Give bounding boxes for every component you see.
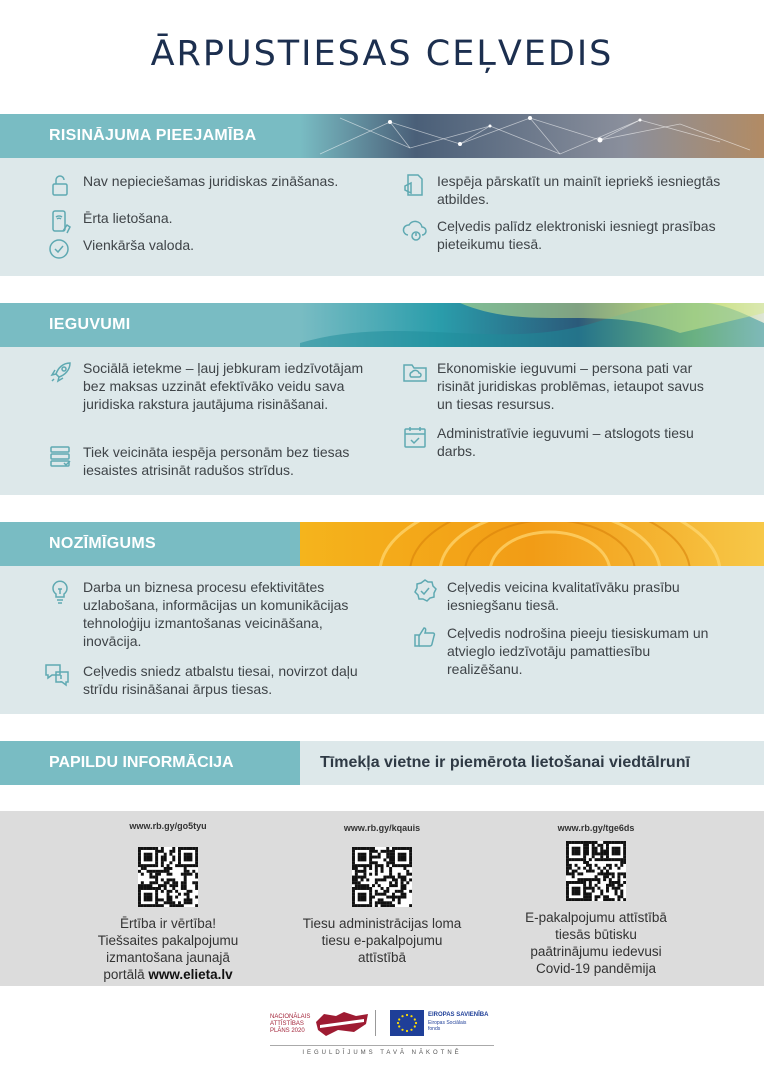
list-item [48, 578, 378, 650]
logo-divider [375, 1010, 376, 1036]
nap-line: PLĀNS 2020 [270, 1028, 305, 1034]
server-check-icon [48, 443, 74, 469]
list-item [402, 172, 722, 208]
qr-url: www.rb.gy/tge6ds [557, 823, 635, 833]
eu-sub-line: fonds [428, 1026, 441, 1032]
list-item [402, 217, 722, 253]
info-heading-bar [0, 741, 300, 785]
footer-slogan: IEGULDĪJUMS TAVĀ NĀKOTNĒ [302, 1050, 462, 1056]
abstract-waves-banner-image [300, 303, 764, 347]
qr-caption-line: tiesu e-pakalpojumu [321, 933, 443, 948]
document-edit-icon [402, 172, 428, 198]
qr-code-image[interactable] [352, 847, 412, 907]
badge-check-icon [412, 578, 438, 604]
info-note: Tīmekļa vietne ir piemērota lietošanai viedtālrunī [320, 754, 690, 771]
item-text: Ceļvedis nodrošina pieeju tiesiskumam un atvieglo iedzīvotāju pamattiesību realizēšanu. [447, 625, 709, 677]
eu-flag-icon [390, 1010, 424, 1036]
qr-caption-line: Tiesu administrācijas loma [302, 916, 462, 931]
item-text: Tiek veicināta iespēja personām bez tiesas iesaistes atrisināt radušos strīdus. [83, 444, 350, 478]
rocket-icon [48, 359, 74, 385]
golden-rings-banner-image [300, 522, 764, 566]
nap-logo-text [270, 1014, 310, 1035]
qr-caption [496, 909, 696, 977]
nap-line: NACIONĀLAIS [270, 1014, 311, 1020]
qr-caption [282, 915, 482, 966]
list-item [48, 359, 378, 413]
qr-caption-line: attīstībā [357, 950, 407, 965]
qr-pattern [566, 841, 626, 901]
qr-caption-line [68, 966, 268, 983]
smartphone-icon [48, 209, 74, 235]
nap-line: ATTĪSTĪBAS [270, 1021, 304, 1027]
list-item [48, 443, 378, 479]
qr-pattern [352, 847, 412, 907]
info-heading: PAPILDU INFORMĀCIJA [49, 754, 234, 771]
eu-title: EIROPAS SAVIENĪBA [428, 1012, 489, 1018]
section-heading: RISINĀJUMA PIEEJAMĪBA [49, 127, 257, 144]
section-header-accessibility [0, 114, 764, 158]
unlock-icon [48, 172, 74, 198]
list-item [48, 172, 348, 198]
item-text: Nav nepieciešamas juridiskas zināšanas. [83, 173, 339, 189]
chat-question-icon [40, 662, 74, 688]
qr-caption-line: Covid-19 pandēmija [535, 961, 657, 976]
title-before: ĀRPUSTIESAS [150, 34, 426, 74]
section-heading: NOZĪMĪGUMS [49, 535, 156, 552]
qr-code-image[interactable] [138, 847, 198, 907]
info-note-bar [300, 741, 764, 785]
page-title [0, 34, 764, 74]
section-header-benefits [0, 303, 764, 347]
list-item [412, 624, 727, 678]
folder-cloud-icon [402, 359, 428, 385]
list-item [412, 578, 727, 614]
section-heading: IEGUVUMI [49, 316, 131, 333]
qr-caption-line: paātrinājumu iedevusi [530, 944, 662, 959]
eu-sub-line: Eiropas Sociālais [428, 1020, 467, 1026]
qr-url: www.rb.gy/go5tyu [129, 821, 207, 831]
footer-logos [270, 1008, 494, 1068]
qr-column [68, 811, 268, 983]
item-text: Ērta lietošana. [83, 210, 173, 226]
qr-column [282, 811, 482, 966]
list-item [48, 209, 348, 235]
qr-caption-line: Ērtība ir vērtība! [119, 916, 217, 931]
item-text: Vienkārša valoda. [83, 237, 195, 253]
network-banner-image [300, 114, 764, 158]
footer-rule [270, 1045, 494, 1046]
qr-caption-line: E-pakalpojumu attīstībā [525, 910, 667, 925]
item-text: Ceļvedis palīdz elektroniski iesniegt prasības pieteikumu tiesā. [437, 218, 716, 252]
section-body-benefits [0, 347, 764, 495]
item-text: Ceļvedis sniedz atbalstu tiesai, novirzot daļu strīdu risināšanai ārpus tiesas. [83, 663, 358, 697]
qr-caption [68, 915, 268, 983]
item-text: Sociālā ietekme – ļauj jebkuram iedzīvotājam bez maksas uzzināt efektīvāko veidu sava juridiska rakstura jautājuma risināšanai. [83, 360, 364, 412]
item-text: Administratīvie ieguvumi – atslogots tiesu darbs. [437, 425, 694, 459]
cloud-upload-icon [402, 217, 428, 243]
qr-section [0, 811, 764, 986]
item-text: Ceļvedis veicina kvalitatīvāku prasību iesniegšanu tiesā. [447, 579, 680, 613]
qr-caption-prefix: portālā [103, 967, 149, 982]
qr-column [496, 811, 696, 977]
section-header-significance [0, 522, 764, 566]
check-circle-icon [48, 236, 74, 262]
section-body-accessibility [0, 158, 764, 276]
qr-caption-line: Tiešsaites pakalpojumu [97, 933, 239, 948]
section-body-significance [0, 566, 764, 714]
list-item [48, 236, 348, 262]
list-item [402, 359, 722, 413]
qr-caption-line: tiesās būtisku [555, 927, 637, 942]
calendar-check-icon [402, 424, 428, 450]
qr-code-image[interactable] [566, 841, 626, 901]
latvia-map-logo [314, 1010, 370, 1038]
thumbs-up-icon [412, 624, 438, 650]
item-text: Iespēja pārskatīt un mainīt iepriekš iesniegtās atbildes. [437, 173, 721, 207]
title-after: EĻVEDIS [452, 34, 614, 74]
list-item [40, 662, 378, 698]
qr-url: www.rb.gy/kqauis [343, 823, 421, 833]
qr-caption-line: izmantošana jaunajā [106, 950, 230, 965]
title-c-letter: C [425, 34, 453, 74]
title-c [426, 34, 452, 74]
eu-subtitle [428, 1020, 466, 1032]
elieta-link[interactable]: www.elieta.lv [148, 967, 233, 982]
item-text: Ekonomiskie ieguvumi – persona pati var risināt juridiskas problēmas, ietaupot savus un tiesas resursus. [437, 360, 704, 412]
item-text: Darba un biznesa procesu efektivitātes uzlabošana, informācijas un komunikācijas tehnoloģiju izmantošanas veicināšana, inovācija. [83, 579, 349, 649]
qr-pattern [138, 847, 198, 907]
list-item [402, 424, 722, 460]
lightbulb-icon [48, 578, 74, 604]
